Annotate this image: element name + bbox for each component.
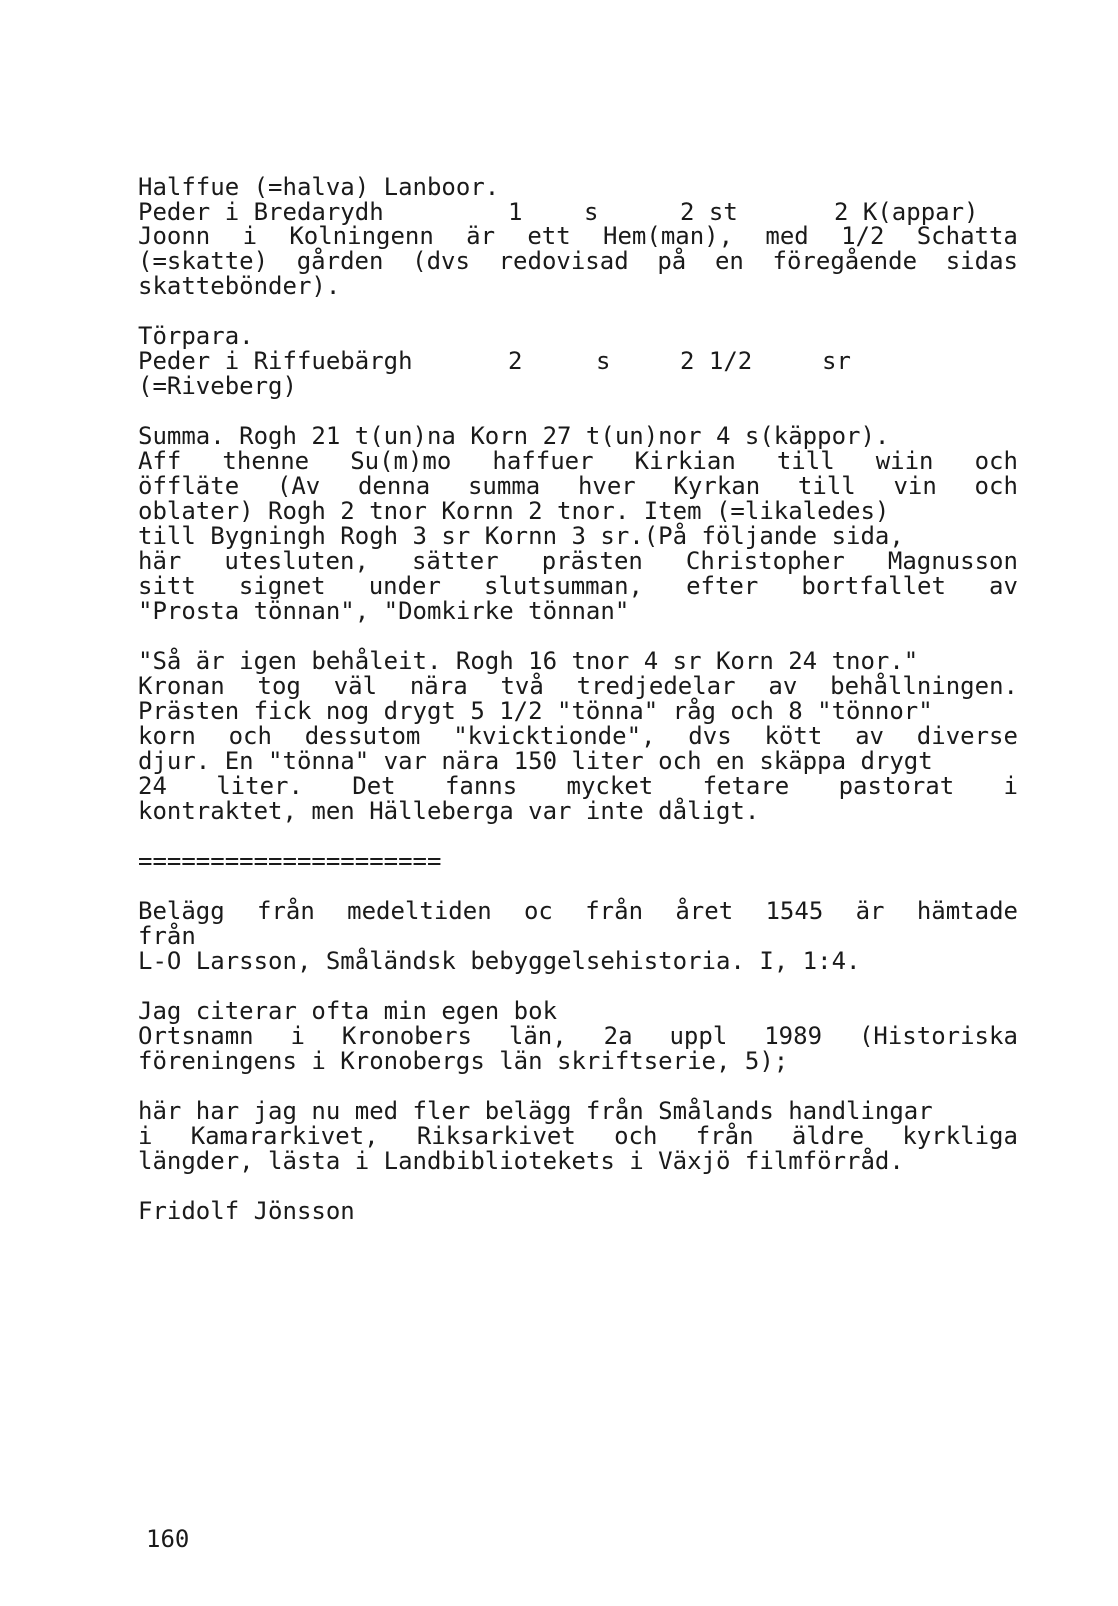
word: i bbox=[290, 1022, 305, 1050]
word: (Av bbox=[276, 472, 321, 500]
word: behållningen. bbox=[830, 672, 1018, 700]
word: 1989 bbox=[764, 1022, 823, 1050]
word: slutsumman, bbox=[484, 572, 643, 600]
text-line: djur. En "tönna" var nära 150 liter och en skäppa drygt bbox=[138, 747, 933, 775]
text-line: kontraktet, men Hälleberga var inte dåligt. bbox=[138, 797, 760, 825]
separator: ===================== bbox=[138, 847, 442, 875]
word: Kolningenn bbox=[289, 222, 434, 250]
word: öffläte bbox=[138, 472, 240, 500]
word: Joonn bbox=[138, 222, 211, 250]
page-number: 160 bbox=[146, 1525, 190, 1553]
summa-line: Summa. Rogh 21 t(un)na Korn 27 t(un)nor 4 s(käppor). bbox=[138, 422, 890, 450]
word: denna bbox=[357, 472, 431, 500]
word: Su(m)mo bbox=[350, 447, 452, 475]
text-line bbox=[138, 473, 1018, 499]
word: och bbox=[974, 447, 1018, 475]
word: tredjedelar bbox=[576, 672, 736, 700]
row-unit: s bbox=[584, 198, 599, 226]
word: fetare bbox=[702, 772, 790, 800]
word: i bbox=[242, 222, 258, 250]
word: av bbox=[768, 672, 798, 700]
word: 1/2 bbox=[841, 222, 885, 250]
text-line bbox=[138, 1023, 1018, 1049]
word: och bbox=[974, 472, 1018, 500]
row-value: 2 1/2 bbox=[680, 347, 753, 375]
heading-torpara: Törpara. bbox=[138, 322, 254, 350]
word: sitt bbox=[138, 572, 196, 600]
word: summa bbox=[467, 472, 541, 500]
word: från bbox=[695, 1122, 754, 1150]
word: län, bbox=[508, 1022, 567, 1050]
word: till bbox=[776, 447, 835, 475]
word: Kamararkivet, bbox=[190, 1122, 379, 1150]
word: Kronan bbox=[138, 672, 225, 700]
word: i bbox=[1003, 772, 1018, 800]
word: och bbox=[228, 722, 272, 750]
word: hver bbox=[577, 472, 636, 500]
row-value: 2 st bbox=[680, 198, 738, 226]
word: korn bbox=[138, 722, 196, 750]
word: här bbox=[138, 547, 182, 575]
word: pastorat bbox=[838, 772, 955, 800]
text-line: oblater) Rogh 2 tnor Kornn 2 tnor. Item (=likaledes) bbox=[138, 497, 890, 525]
word: två bbox=[500, 672, 544, 700]
word: sätter bbox=[411, 547, 499, 575]
text-line bbox=[138, 723, 1018, 749]
text-line bbox=[138, 223, 1018, 249]
text-line bbox=[138, 548, 1018, 574]
word: Det bbox=[352, 772, 396, 800]
word: Schatta bbox=[916, 222, 1018, 250]
row-value: 1 bbox=[508, 198, 523, 226]
word: mycket bbox=[566, 772, 654, 800]
word: wiin bbox=[875, 447, 934, 475]
word: Kirkian bbox=[634, 447, 736, 475]
word: (dvs bbox=[412, 247, 470, 275]
row-name: Peder i Bredarydh bbox=[138, 198, 384, 226]
text-line bbox=[138, 573, 1018, 599]
text-line: här har jag nu med fler belägg från Smålands handlingar bbox=[138, 1097, 933, 1125]
text-line: Prästen fick nog drygt 5 1/2 "tönna" råg och 8 "tönnor" bbox=[138, 697, 933, 725]
row-unit: s bbox=[596, 347, 611, 375]
word: en bbox=[714, 247, 744, 275]
word: "kvicktionde", bbox=[453, 722, 656, 750]
word: nära bbox=[409, 672, 468, 700]
word: föregående bbox=[772, 247, 918, 275]
word: liter. bbox=[216, 772, 303, 800]
word: till bbox=[797, 472, 856, 500]
word: av bbox=[989, 572, 1018, 600]
word: från bbox=[585, 897, 644, 925]
row-value: 2 bbox=[508, 347, 523, 375]
text-line: "Prosta tönnan", "Domkirke tönnan" bbox=[138, 597, 630, 625]
word: hämtade bbox=[916, 897, 1018, 925]
word: utesluten, bbox=[224, 547, 369, 575]
text-line: skattebönder). bbox=[138, 272, 341, 300]
word: medeltiden bbox=[347, 897, 492, 925]
word: thenne bbox=[222, 447, 310, 475]
word: sidas bbox=[945, 247, 1018, 275]
text-line: (=Riveberg) bbox=[138, 372, 297, 400]
word: bortfallet bbox=[801, 572, 946, 600]
text-line: L-O Larsson, Småländsk bebyggelsehistoria. I, 1:4. bbox=[138, 947, 861, 975]
text-line bbox=[138, 1123, 1018, 1149]
row-value: 2 K(appar) bbox=[834, 198, 979, 226]
word: Ortsnamn bbox=[138, 1022, 254, 1050]
word: Christopher bbox=[685, 547, 845, 575]
word: redovisad bbox=[498, 247, 629, 275]
word: efter bbox=[686, 572, 759, 600]
word: är bbox=[466, 222, 496, 250]
text-line bbox=[138, 773, 1018, 799]
word: Belägg bbox=[138, 897, 225, 925]
word: gården bbox=[296, 247, 384, 275]
text-line bbox=[138, 248, 1018, 274]
text-line: föreningens i Kronobergs län skriftserie, 5); bbox=[138, 1047, 789, 1075]
row-name: Peder i Riffuebärgh bbox=[138, 347, 413, 375]
signature: Fridolf Jönsson bbox=[138, 1197, 355, 1225]
word: 24 bbox=[138, 772, 167, 800]
word: (Historiska bbox=[858, 1022, 1018, 1050]
text-line bbox=[138, 673, 1018, 699]
word: och bbox=[614, 1122, 658, 1150]
word: ett bbox=[527, 222, 571, 250]
word: kött bbox=[764, 722, 823, 750]
heading-landboor: Halffue (=halva) Lanboor. bbox=[138, 173, 500, 201]
word: väl bbox=[333, 672, 378, 700]
text-line: till Bygningh Rogh 3 sr Kornn 3 sr.(På följande sida, bbox=[138, 522, 904, 550]
word: dvs bbox=[688, 722, 732, 750]
word: under bbox=[368, 572, 441, 600]
word: dessutom bbox=[304, 722, 421, 750]
word: haffuer bbox=[492, 447, 594, 475]
word: signet bbox=[238, 572, 326, 600]
word: vin bbox=[893, 472, 937, 500]
word: Kronobers bbox=[341, 1022, 472, 1050]
word: med bbox=[765, 222, 809, 250]
word: diverse bbox=[916, 722, 1018, 750]
word: oc bbox=[523, 897, 553, 925]
word: äldre bbox=[791, 1122, 865, 1150]
word: kyrkliga bbox=[902, 1122, 1018, 1150]
word: är bbox=[855, 897, 885, 925]
text-line bbox=[138, 898, 1018, 924]
word: 1545 bbox=[765, 897, 824, 925]
text-line: från bbox=[138, 922, 196, 950]
word: fanns bbox=[444, 772, 518, 800]
text-line bbox=[138, 448, 1018, 474]
word: från bbox=[257, 897, 315, 925]
word: på bbox=[657, 247, 687, 275]
word: uppl bbox=[669, 1022, 728, 1050]
word: av bbox=[855, 722, 884, 750]
word: Kyrkan bbox=[673, 472, 761, 500]
text-line: längder, lästa i Landbibliotekets i Växjö filmförråd. bbox=[138, 1147, 904, 1175]
word: Hem(man), bbox=[603, 222, 734, 250]
word: året bbox=[675, 897, 734, 925]
word: Riksarkivet bbox=[416, 1122, 576, 1150]
word: tog bbox=[257, 672, 301, 700]
word: Aff bbox=[138, 447, 182, 475]
text-line: "Så är igen behåleit. Rogh 16 tnor 4 sr Korn 24 tnor." bbox=[138, 647, 919, 675]
word: Magnusson bbox=[887, 547, 1018, 575]
word: i bbox=[138, 1122, 153, 1150]
word: prästen bbox=[541, 547, 643, 575]
word: (=skatte) bbox=[138, 247, 269, 275]
row-unit: sr bbox=[822, 347, 851, 375]
word: 2a bbox=[603, 1022, 633, 1050]
text-line: Jag citerar ofta min egen bok bbox=[138, 997, 558, 1025]
